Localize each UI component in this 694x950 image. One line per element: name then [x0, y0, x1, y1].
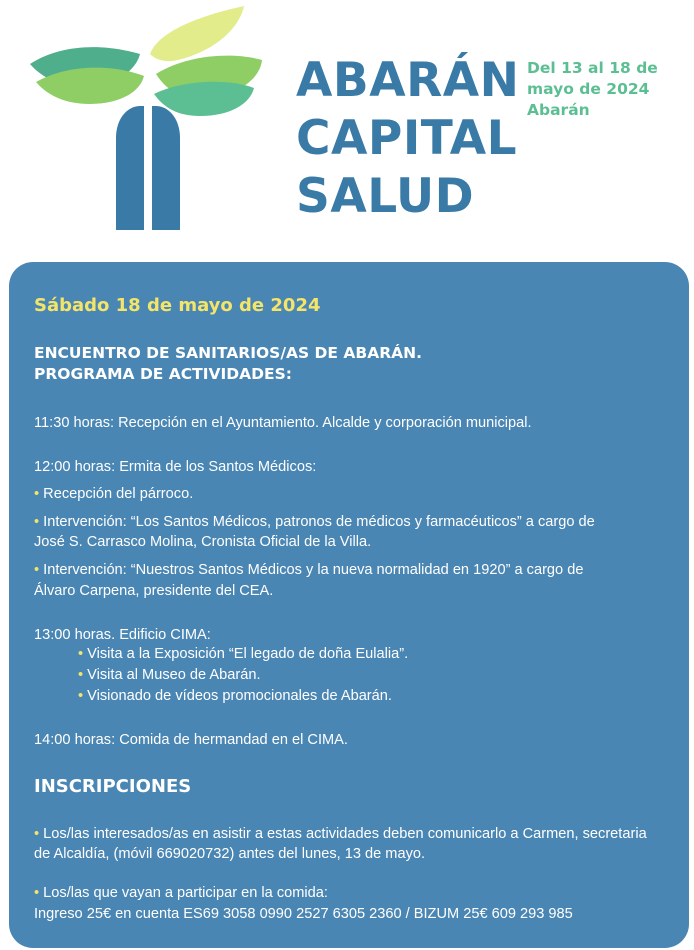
dates-line-1: Del 13 al 18 de [527, 59, 658, 77]
list-item: • Los/las que vayan a participar en la comida: [34, 885, 328, 901]
bullet-icon: • [34, 486, 44, 502]
list-item: • Los/las interesados/as en asistir a estas actividades deben comunicarlo a Carmen, secretaria [34, 826, 647, 842]
dates-line-3: Abarán [527, 101, 590, 119]
list-item: • Visita al Museo de Abarán. [78, 667, 261, 683]
logo-leaf-yellow [150, 6, 244, 61]
subheading-line-2: PROGRAMA DE ACTIVIDADES: [34, 365, 292, 383]
program-subheading [34, 343, 422, 385]
list-item-continuation: Álvaro Carpena, presidente del CEA. [34, 583, 274, 599]
logo-trunk-right [152, 106, 180, 230]
event-dates [527, 58, 658, 121]
title-line-1: ABARÁN [296, 53, 520, 108]
bullet-icon: • [78, 646, 88, 662]
list-item: • Visita a la Exposición “El legado de doña Eulalia”. [78, 646, 409, 662]
dates-line-2: mayo de 2024 [527, 80, 650, 98]
event-title [296, 52, 519, 226]
logo-trunk-left [116, 106, 144, 230]
list-item: • Visionado de vídeos promocionales de Abarán. [78, 688, 392, 704]
bullet-icon: • [34, 826, 44, 842]
inscripciones-heading: INSCRIPCIONES [34, 776, 192, 797]
list-item: • Intervención: “Nuestros Santos Médicos y la nueva normalidad en 1920” a cargo de [34, 562, 584, 578]
schedule-1130: 11:30 horas: Recepción en el Ayuntamiento. Alcalde y corporación municipal. [34, 415, 532, 431]
title-line-2: CAPITAL [296, 111, 518, 166]
bullet-icon: • [34, 885, 44, 901]
bullet-icon: • [34, 562, 44, 578]
title-line-3: SALUD [296, 169, 475, 224]
bullet-icon: • [34, 514, 44, 530]
schedule-1300: 13:00 horas. Edificio CIMA: [34, 627, 211, 643]
subheading-line-1: ENCUENTRO DE SANITARIOS/AS DE ABARÁN. [34, 344, 422, 362]
list-item-continuation: José S. Carrasco Molina, Cronista Oficial de la Villa. [34, 534, 372, 550]
list-item: • Intervención: “Los Santos Médicos, patronos de médicos y farmacéuticos” a cargo de [34, 514, 595, 530]
bullet-icon: • [78, 667, 88, 683]
abaran-capital-salud-logo [28, 2, 274, 234]
list-item: • Recepción del párroco. [34, 486, 194, 502]
payment-info: Ingreso 25€ en cuenta ES69 3058 0990 2527 6305 2360 / BIZUM 25€ 609 293 985 [34, 906, 573, 922]
list-item-continuation: de Alcaldía, (móvil 669020732) antes del lunes, 13 de mayo. [34, 846, 426, 862]
schedule-1400: 14:00 horas: Comida de hermandad en el CIMA. [34, 732, 348, 748]
date-heading: Sábado 18 de mayo de 2024 [34, 295, 321, 316]
schedule-1200: 12:00 horas: Ermita de los Santos Médicos: [34, 459, 317, 475]
bullet-icon: • [78, 688, 88, 704]
